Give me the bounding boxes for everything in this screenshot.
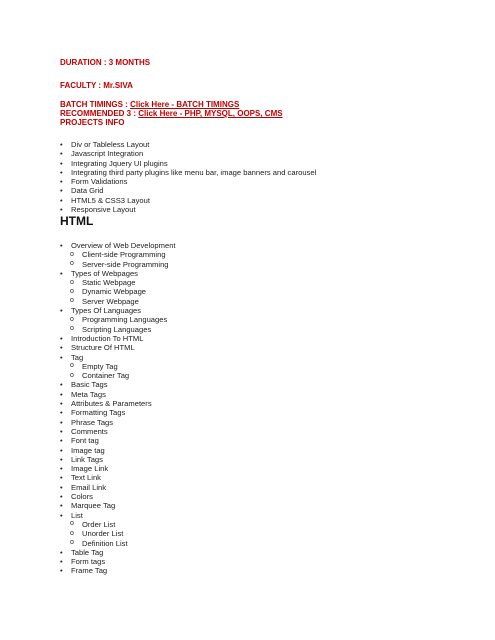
html-topic-item: • Marquee Tag bbox=[60, 501, 176, 510]
html-subtopic-item: o Programming Languages bbox=[60, 315, 176, 324]
faculty-line: FACULTY : Mr.SIVA bbox=[60, 81, 133, 90]
html-topic-item: • Overview of Web Development bbox=[60, 241, 176, 250]
html-topic-item: • Table Tag bbox=[60, 548, 176, 557]
project-item: • Integrating Jquery UI plugins bbox=[60, 159, 316, 168]
html-topic-item: • Structure Of HTML bbox=[60, 343, 176, 352]
html-topic-item: • Email Link bbox=[60, 483, 176, 492]
html-subtopic-item: o Server Webpage bbox=[60, 297, 176, 306]
html-subtopic-item: o Definition List bbox=[60, 539, 176, 548]
html-topic-item: • Attributes & Parameters bbox=[60, 399, 176, 408]
batch-timings-line bbox=[60, 100, 239, 109]
html-topic-item: • Form tags bbox=[60, 557, 176, 566]
html-subtopic-item: o Order List bbox=[60, 520, 176, 529]
html-topic-item: • Image Link bbox=[60, 464, 176, 473]
html-topic-item: • Frame Tag bbox=[60, 566, 176, 575]
html-topic-item: • Link Tags bbox=[60, 455, 176, 464]
recommended-label: RECOMMENDED 3 : bbox=[60, 109, 139, 118]
html-topic-item: • Types Of Languages bbox=[60, 306, 176, 315]
html-subtopic-item: o Client-side Programming bbox=[60, 250, 176, 259]
html-topic-item: • Introduction To HTML bbox=[60, 334, 176, 343]
duration-line: DURATION : 3 MONTHS bbox=[60, 58, 151, 67]
html-topic-item: • Formatting Tags bbox=[60, 408, 176, 417]
html-topic-item: • Image tag bbox=[60, 446, 176, 455]
project-item: • Integrating third party plugins like menu bar, image banners and carousel bbox=[60, 168, 316, 177]
html-topic-item: • List bbox=[60, 511, 176, 520]
projects-list bbox=[60, 140, 316, 214]
html-topic-item: • Font tag bbox=[60, 436, 176, 445]
html-topic-item: • Comments bbox=[60, 427, 176, 436]
html-subtopic-item: o Container Tag bbox=[60, 371, 176, 380]
html-topic-item: • Meta Tags bbox=[60, 390, 176, 399]
html-topic-item: • Types of Webpages bbox=[60, 269, 176, 278]
html-topic-item: • Colors bbox=[60, 492, 176, 501]
html-heading: HTML bbox=[60, 214, 94, 228]
html-subtopic-item: o Dynamic Webpage bbox=[60, 287, 176, 296]
html-subtopic-item: o Scripting Languages bbox=[60, 325, 176, 334]
html-topic-item: • Basic Tags bbox=[60, 380, 176, 389]
html-topics-list bbox=[60, 241, 176, 576]
html-subtopic-item: o Unorder List bbox=[60, 529, 176, 538]
batch-timings-label: BATCH TIMINGS : bbox=[60, 100, 131, 109]
project-item: • Responsive Layout bbox=[60, 205, 316, 214]
recommended-line bbox=[60, 109, 283, 118]
recommended-link[interactable]: Click Here - PHP, MYSQL, OOPS, CMS bbox=[138, 109, 283, 118]
html-subtopic-item: o Server-side Programming bbox=[60, 260, 176, 269]
project-item: • Div or Tableless Layout bbox=[60, 140, 316, 149]
project-item: • Javascript Integration bbox=[60, 149, 316, 158]
html-subtopic-item: o Static Webpage bbox=[60, 278, 176, 287]
projects-info-heading: PROJECTS INFO bbox=[60, 118, 125, 127]
html-topic-item: • Tag bbox=[60, 353, 176, 362]
batch-timings-link[interactable]: Click Here - BATCH TIMINGS bbox=[130, 100, 240, 109]
html-topic-item: • Phrase Tags bbox=[60, 418, 176, 427]
project-item: • HTML5 & CSS3 Layout bbox=[60, 196, 316, 205]
project-item: • Form Validations bbox=[60, 177, 316, 186]
project-item: • Data Grid bbox=[60, 186, 316, 195]
html-subtopic-item: o Empty Tag bbox=[60, 362, 176, 371]
html-topic-item: • Text Link bbox=[60, 473, 176, 482]
